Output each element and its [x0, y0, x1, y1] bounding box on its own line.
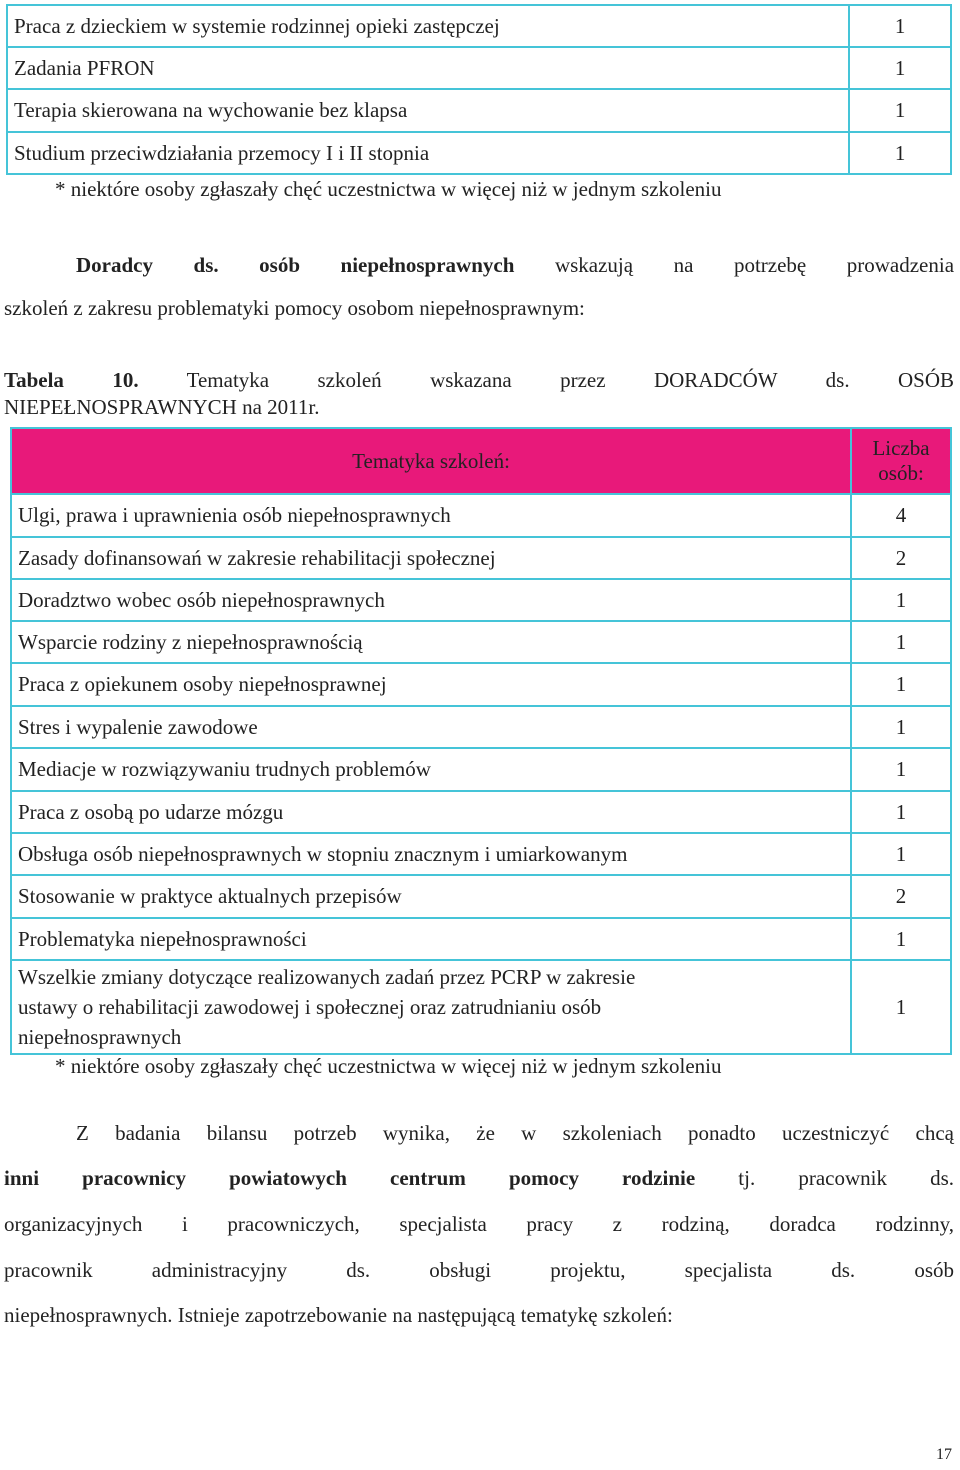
- header-count-line-2: osób:: [878, 461, 924, 485]
- topic-line: niepełnosprawnych: [18, 1025, 182, 1049]
- count-cell: 1: [851, 791, 951, 833]
- bold-phrase: inni pracownicy powiatowych centrum pomocy rodzinie: [4, 1166, 696, 1190]
- count-cell: 1: [849, 89, 951, 132]
- table-row: [7, 5, 951, 47]
- topic-cell: Praca z opiekunem osoby niepełnosprawnej: [11, 663, 851, 706]
- topic-cell: Ulgi, prawa i uprawnienia osób niepełnosprawnych: [11, 494, 851, 537]
- top-table: [6, 4, 952, 175]
- table-caption-line-1: [4, 368, 954, 393]
- header-count-line-1: Liczba: [872, 436, 930, 460]
- table-row: [11, 748, 951, 791]
- table-row: [7, 47, 951, 89]
- table-row: [11, 960, 951, 1054]
- page-number: 17: [936, 1446, 952, 1463]
- topic-cell: Mediacje w rozwiązywaniu trudnych problemów: [11, 748, 851, 791]
- bold-lead-b: osób niepełnosprawnych: [259, 253, 515, 277]
- count-cell: 2: [851, 537, 951, 579]
- paragraph-2-line-5: niepełnosprawnych. Istnieje zapotrzebowanie na następującą tematykę szkoleń:: [4, 1303, 673, 1327]
- header-count: [851, 428, 951, 494]
- count-cell: 1: [851, 621, 951, 663]
- table-caption-label: Tabela 10.: [4, 368, 139, 392]
- top-table-footnote: * niektóre osoby zgłaszały chęć uczestnictwa w więcej niż w jednym szkoleniu: [55, 177, 722, 201]
- paragraph-2-line-2-rest: tj. pracownik ds.: [738, 1166, 954, 1190]
- paragraph-2-line-2: [4, 1166, 954, 1191]
- header-topic: Tematyka szkoleń:: [11, 428, 851, 494]
- count-cell: 1: [849, 5, 951, 47]
- topic-cell: Studium przeciwdziałania przemocy I i II stopnia: [7, 132, 849, 174]
- table-row: [11, 494, 951, 537]
- table-row: [11, 579, 951, 621]
- count-cell: 1: [851, 833, 951, 875]
- count-cell: 1: [851, 918, 951, 960]
- table-row: [11, 621, 951, 663]
- table-row: [11, 875, 951, 918]
- topic-line: Wszelkie zmiany dotyczące realizowanych zadań przez PCRP w zakresie: [18, 965, 636, 989]
- paragraph-1-line-2: szkoleń z zakresu problematyki pomocy osobom niepełnosprawnym:: [4, 296, 585, 320]
- count-cell: 1: [851, 960, 951, 1054]
- table-row: [11, 663, 951, 706]
- table-row: [7, 89, 951, 132]
- count-cell: 1: [849, 132, 951, 174]
- paragraph-1-rest: wskazują na potrzebę prowadzenia: [554, 253, 955, 277]
- table-row: [11, 706, 951, 748]
- table-row: [11, 537, 951, 579]
- table-10: [10, 427, 952, 1055]
- count-cell: 1: [851, 663, 951, 706]
- paragraph-2-line-3: organizacyjnych i pracowniczych, specjalista pracy z rodziną, doradca rodzinny,: [4, 1212, 954, 1236]
- topic-cell: Terapia skierowana na wychowanie bez klapsa: [7, 89, 849, 132]
- topic-cell: Stosowanie w praktyce aktualnych przepisów: [11, 875, 851, 918]
- topic-cell: Obsługa osób niepełnosprawnych w stopniu znacznym i umiarkowanym: [11, 833, 851, 875]
- table-10-footnote: * niektóre osoby zgłaszały chęć uczestnictwa w więcej niż w jednym szkoleniu: [55, 1054, 722, 1078]
- topic-cell: Stres i wypalenie zawodowe: [11, 706, 851, 748]
- topic-cell: Doradztwo wobec osób niepełnosprawnych: [11, 579, 851, 621]
- paragraph-1-line-1: [76, 253, 954, 278]
- topic-cell-multiline: [11, 960, 851, 1054]
- count-cell: 2: [851, 875, 951, 918]
- table-row: [11, 833, 951, 875]
- table-caption-text: Tematyka szkoleń wskazana przez DORADCÓW ds. OSÓB: [186, 368, 954, 392]
- count-cell: 4: [851, 494, 951, 537]
- table-row: [11, 918, 951, 960]
- table-header-row: [11, 428, 951, 494]
- paragraph-2-line-4: pracownik administracyjny ds. obsługi projektu, specjalista ds. osób: [4, 1258, 954, 1282]
- topic-line: ustawy o rehabilitacji zawodowej i społecznej oraz zatrudnianiu osób: [18, 995, 602, 1019]
- table-row: [7, 132, 951, 174]
- topic-cell: Praca z dzieckiem w systemie rodzinnej opieki zastępczej: [7, 5, 849, 47]
- count-cell: 1: [849, 47, 951, 89]
- table-caption-line-2: NIEPEŁNOSPRAWNYCH na 2011r.: [4, 395, 320, 419]
- table-row: [11, 791, 951, 833]
- bold-lead-a: Doradcy ds.: [76, 253, 219, 277]
- topic-cell: Zadania PFRON: [7, 47, 849, 89]
- topic-cell: Wsparcie rodziny z niepełnosprawnością: [11, 621, 851, 663]
- topic-cell: Problematyka niepełnosprawności: [11, 918, 851, 960]
- count-cell: 1: [851, 579, 951, 621]
- count-cell: 1: [851, 706, 951, 748]
- topic-cell: Zasady dofinansowań w zakresie rehabilitacji społecznej: [11, 537, 851, 579]
- count-cell: 1: [851, 748, 951, 791]
- paragraph-2-line-1: Z badania bilansu potrzeb wynika, że w szkoleniach ponadto uczestniczyć chcą: [76, 1121, 954, 1145]
- topic-cell: Praca z osobą po udarze mózgu: [11, 791, 851, 833]
